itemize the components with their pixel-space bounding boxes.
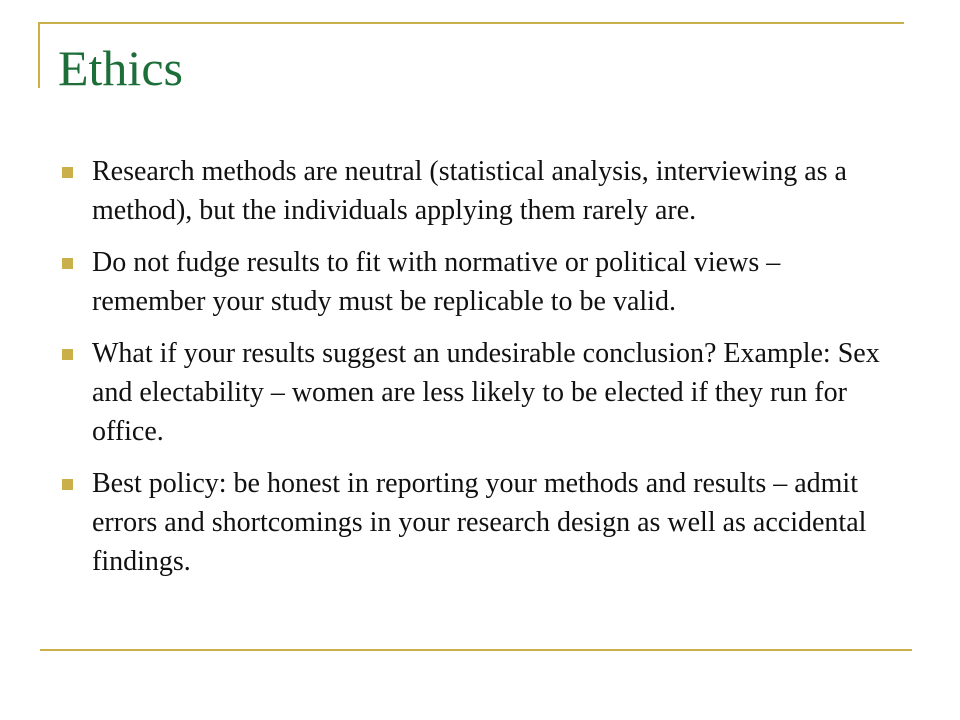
bullet-text: Research methods are neutral (statistical analysis, interviewing as a method), but the individuals applying them rarely are. (92, 156, 847, 226)
slide-title: Ethics (58, 40, 183, 96)
square-bullet-icon (62, 349, 73, 360)
bullet-item (60, 243, 880, 321)
bullet-item (60, 152, 880, 230)
bullet-item (60, 334, 880, 451)
bullet-item (60, 464, 880, 581)
bullet-text: Best policy: be honest in reporting your methods and results – admit errors and shortcomings in your research design as well as accidental findings. (92, 468, 867, 577)
bullet-list (60, 152, 880, 594)
square-bullet-icon (62, 167, 73, 178)
bullet-text: What if your results suggest an undesirable conclusion? Example: Sex and electability – women are less likely to be elected if they run for office. (92, 338, 880, 447)
left-rule (38, 22, 40, 88)
top-rule (38, 22, 904, 24)
square-bullet-icon (62, 479, 73, 490)
bottom-rule (40, 649, 912, 651)
square-bullet-icon (62, 258, 73, 269)
bullet-text: Do not fudge results to fit with normative or political views – remember your study must be replicable to be valid. (92, 247, 781, 317)
